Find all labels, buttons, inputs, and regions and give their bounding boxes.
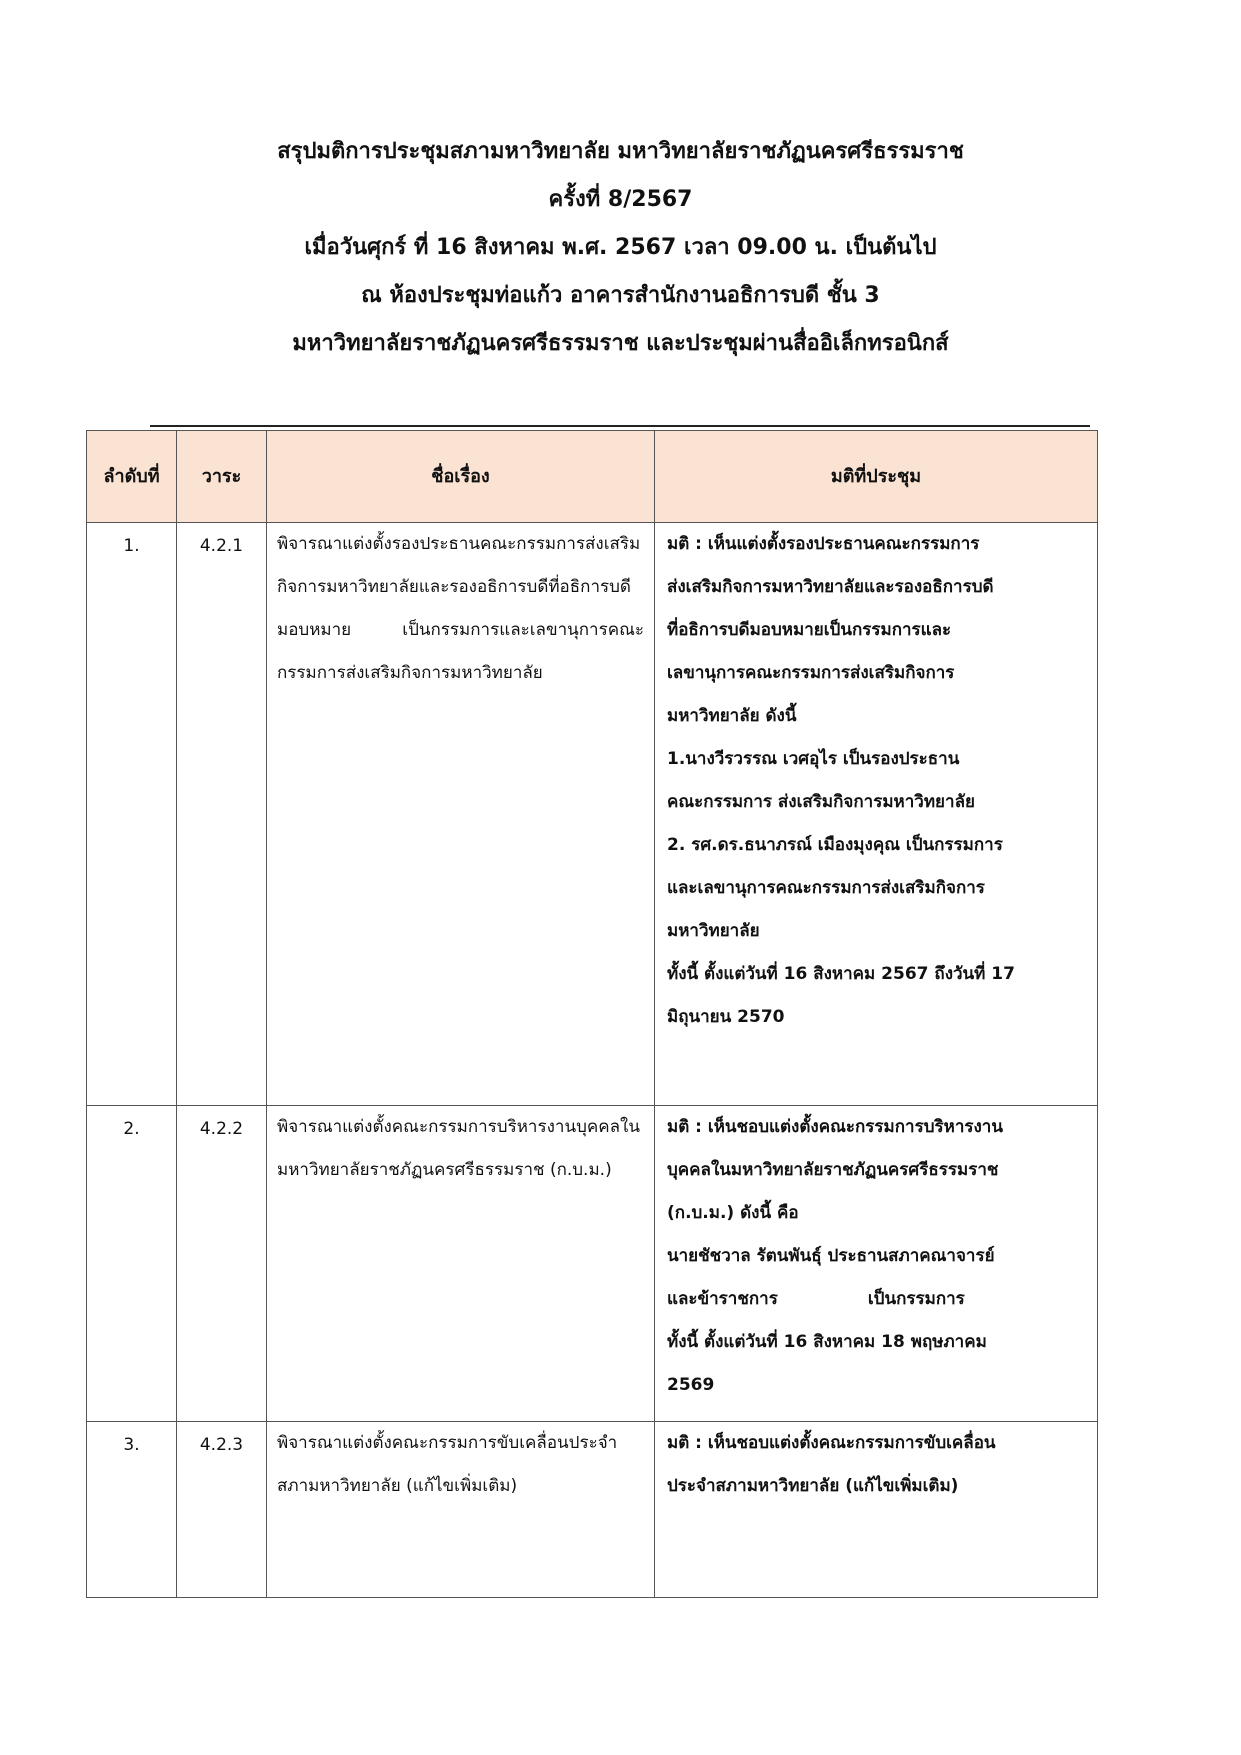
header-divider <box>150 425 1090 427</box>
row-number: 2. <box>87 1106 177 1422</box>
resolution-line: คณะกรรมการ ส่งเสริมกิจการมหาวิทยาลัย <box>667 792 975 812</box>
agenda-title: พิจารณาแต่งตั้งคณะกรรมการขับเคลื่อนประจำสภามหาวิทยาลัย (แก้ไขเพิ่มเติม) <box>267 1422 655 1598</box>
resolution-line: มติ : เห็นชอบแต่งตั้งคณะกรรมการบริหารงาน <box>667 1117 1003 1137</box>
resolution-line: 1.นางวีรวรรณ เวศอุไร เป็นรองประธาน <box>667 749 960 769</box>
document-header <box>0 128 1241 368</box>
resolution-text <box>655 1106 1098 1422</box>
table-row <box>87 523 1098 1106</box>
agenda-number: 4.2.3 <box>177 1422 267 1598</box>
resolution-line: ประจำสภามหาวิทยาลัย (แก้ไขเพิ่มเติม) <box>667 1476 959 1496</box>
resolution-role: เป็นกรรมการ <box>867 1289 965 1309</box>
row-number: 3. <box>87 1422 177 1598</box>
resolution-line: นายชัชวาล รัตนพันธุ์ ประธานสภาคณาจารย์ <box>667 1246 995 1266</box>
column-header-title: ชื่อเรื่อง <box>267 431 655 523</box>
resolution-text <box>655 1422 1098 1598</box>
resolution-line: บุคคลในมหาวิทยาลัยราชภัฏนครศรีธรรมราช <box>667 1160 999 1180</box>
resolution-line: มหาวิทยาลัย ดังนี้ <box>667 706 797 726</box>
column-header-resolution: มติที่ประชุม <box>655 431 1098 523</box>
resolution-line: 2569 <box>667 1375 715 1395</box>
column-header-agenda: วาระ <box>177 431 267 523</box>
resolution-line: ทั้งนี้ ตั้งแต่วันที่ 16 สิงหาคม 2567 ถึงวันที่ 17 <box>667 964 1015 984</box>
resolution-line: เลขานุการคณะกรรมการส่งเสริมกิจการ <box>667 663 955 683</box>
resolution-line: ทั้งนี้ ตั้งแต่วันที่ 16 สิงหาคม 18 พฤษภาคม <box>667 1332 987 1352</box>
resolution-line: และเลขานุการคณะกรรมการส่งเสริมกิจการ <box>667 878 985 898</box>
resolution-text <box>655 523 1098 1106</box>
meeting-venue: ณ ห้องประชุมท่อแก้ว อาคารสำนักงานอธิการบดี ชั้น 3 <box>361 283 880 308</box>
resolution-line: 2. รศ.ดร.ธนาภรณ์ เมืองมุงคุณ เป็นกรรมการ <box>667 835 1003 855</box>
meeting-venue-online: มหาวิทยาลัยราชภัฏนครศรีธรรมราช และประชุมผ่านสื่ออิเล็กทรอนิกส์ <box>292 331 949 356</box>
table-header-row <box>87 431 1098 523</box>
agenda-number: 4.2.2 <box>177 1106 267 1422</box>
column-header-no: ลำดับที่ <box>87 431 177 523</box>
resolution-line: มติ : เห็นชอบแต่งตั้งคณะกรรมการขับเคลื่อน <box>667 1433 996 1453</box>
resolution-line: มิถุนายน 2570 <box>667 1007 785 1027</box>
resolution-line-start: และข้าราชการ <box>667 1289 778 1309</box>
resolution-line: ที่อธิการบดีมอบหมายเป็นกรรมการและ <box>667 620 952 640</box>
meeting-number: ครั้งที่ 8/2567 <box>548 187 693 212</box>
table-row <box>87 1106 1098 1422</box>
resolution-line: (ก.บ.ม.) ดังนี้ คือ <box>667 1203 799 1223</box>
row-number: 1. <box>87 523 177 1106</box>
resolution-line: มติ : เห็นแต่งตั้งรองประธานคณะกรรมการ <box>667 534 980 554</box>
table-row <box>87 1422 1098 1598</box>
meeting-datetime: เมื่อวันศุกร์ ที่ 16 สิงหาคม พ.ศ. 2567 เวลา 09.00 น. เป็นต้นไป <box>304 235 937 260</box>
document-title: สรุปมติการประชุมสภามหาวิทยาลัย มหาวิทยาลัยราชภัฏนครศรีธรรมราช <box>277 139 964 164</box>
resolution-line <box>667 1278 1089 1321</box>
resolution-line: มหาวิทยาลัย <box>667 921 760 941</box>
agenda-title: พิจารณาแต่งตั้งคณะกรรมการบริหารงานบุคคลในมหาวิทยาลัยราชภัฏนครศรีธรรมราช (ก.บ.ม.) <box>267 1106 655 1422</box>
agenda-number: 4.2.1 <box>177 523 267 1106</box>
agenda-title: พิจารณาแต่งตั้งรองประธานคณะกรรมการส่งเสริมกิจการมหาวิทยาลัยและรองอธิการบดีที่อธิการบดีมอบหมาย เป็นกรรมการและเลขานุการคณะกรรมการส่งเสริมกิจการมหาวิทยาลัย <box>267 523 655 1106</box>
resolution-line: ส่งเสริมกิจการมหาวิทยาลัยและรองอธิการบดี <box>667 577 994 597</box>
resolutions-table <box>86 430 1098 1598</box>
